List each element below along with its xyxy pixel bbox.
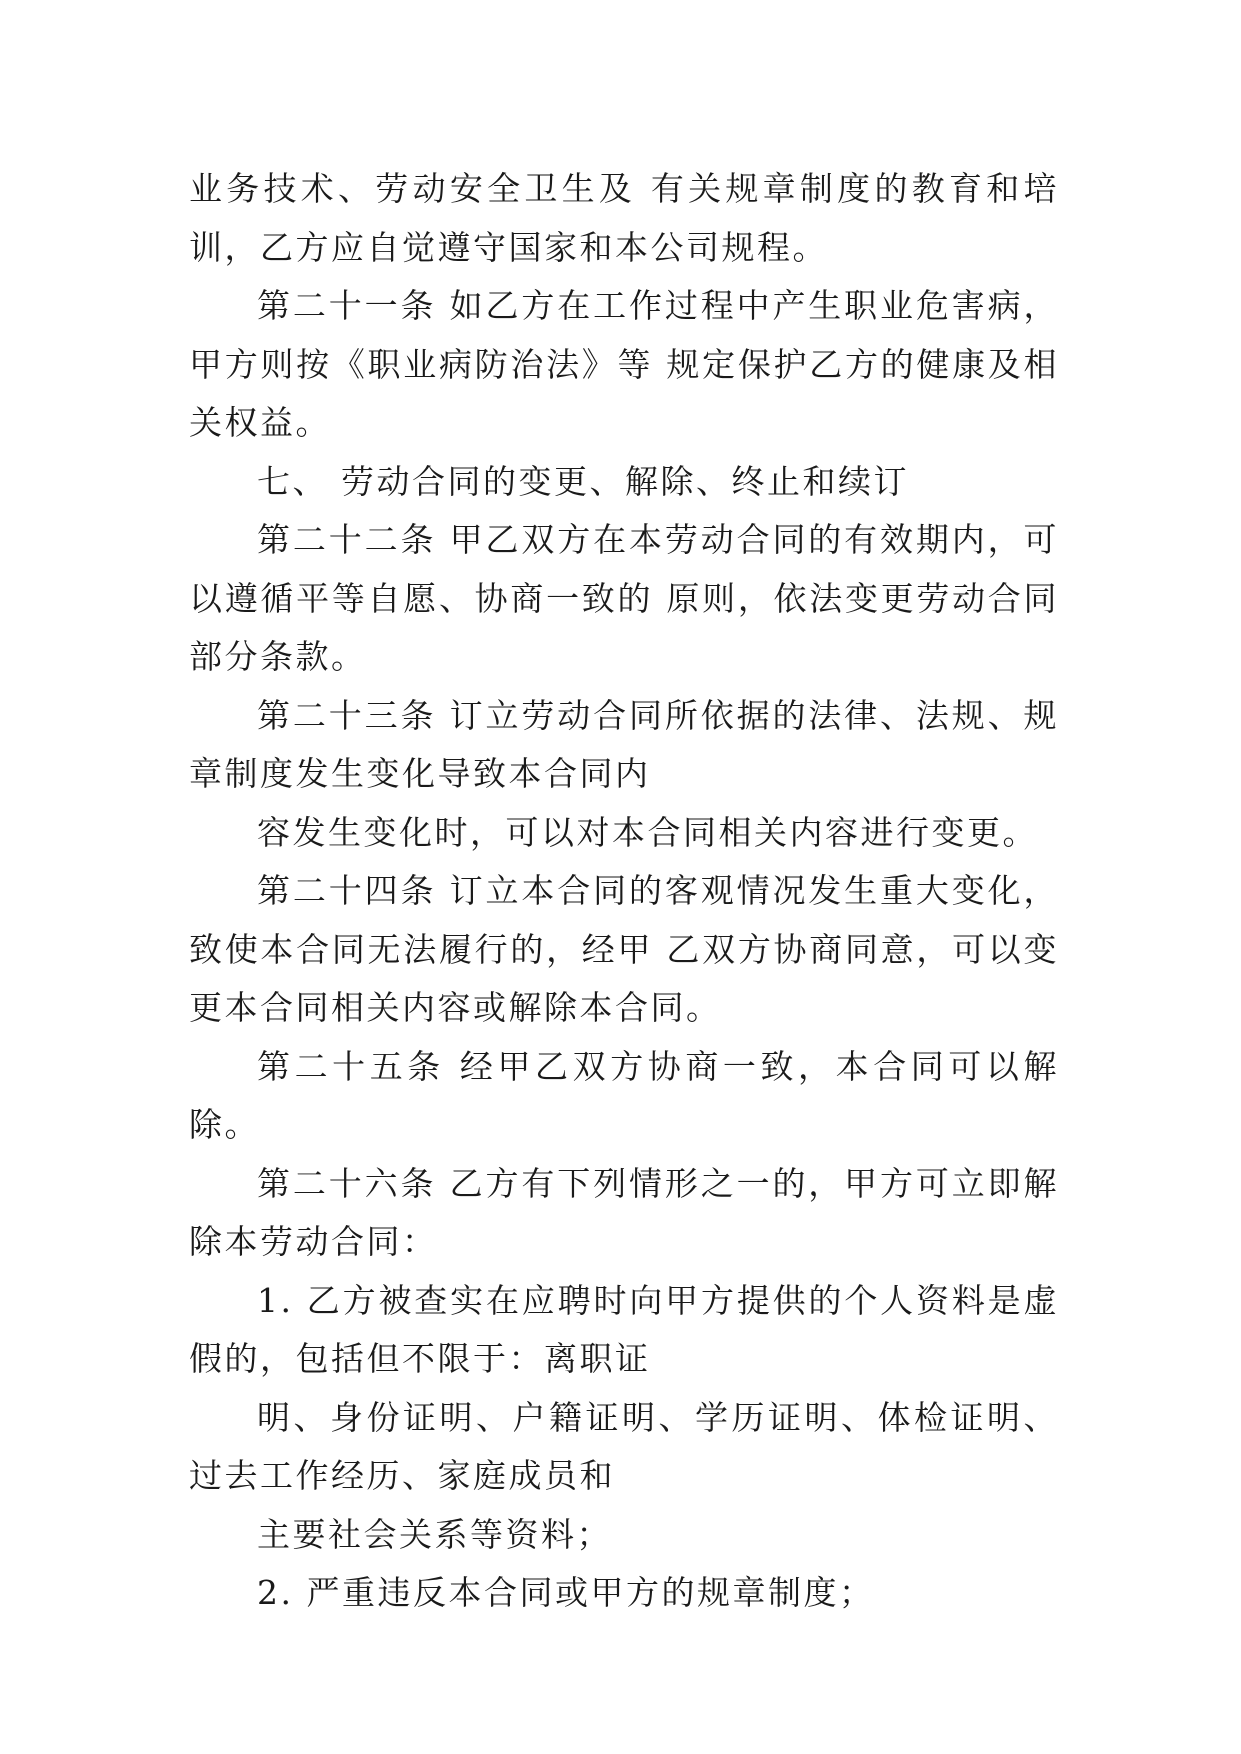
paragraph-article-21: 第二十一条 如乙方在工作过程中产生职业危害病，甲方则按《职业病防治法》等 规定保护乙方的健康及相关权益。 (189, 286, 1059, 442)
paragraph-article-24: 第二十四条 订立本合同的客观情况发生重大变化，致使本合同无法履行的，经甲 乙双方协商同意，可以变更本合同相关内容或解除本合同。 (189, 871, 1059, 1027)
document-body (189, 160, 1059, 1623)
paragraph-training-continuation: 业务技术、劳动安全卫生及 有关规章制度的教育和培训，乙方应自觉遵守国家和本公司规程。 (189, 169, 1059, 267)
section-heading-7: 七、 劳动合同的变更、解除、终止和续订 (257, 461, 909, 501)
list-item-2: 2. 严重违反本合同或甲方的规章制度； (257, 1573, 875, 1612)
paragraph-article-23-continued: 容发生变化时，可以对本合同相关内容进行变更。 (257, 812, 1038, 852)
list-item-1-continued: 明、身份证明、户籍证明、学历证明、体检证明、过去工作经历、家庭成员和 (189, 1397, 1059, 1495)
list-item-1-end: 主要社会关系等资料； (257, 1514, 612, 1554)
paragraph-article-25: 第二十五条 经甲乙双方协商一致，本合同可以解除。 (189, 1046, 1059, 1144)
paragraph-article-23: 第二十三条 订立劳动合同所依据的法律、法规、规章制度发生变化导致本合同内 (189, 695, 1059, 793)
paragraph-article-22: 第二十二条 甲乙双方在本劳动合同的有效期内，可以遵循平等自愿、协商一致的 原则，依法变更劳动合同部分条款。 (189, 520, 1059, 676)
paragraph-article-26: 第二十六条 乙方有下列情形之一的，甲方可立即解除本劳动合同： (189, 1163, 1059, 1261)
list-item-1: 1. 乙方被查实在应聘时向甲方提供的个人资料是虚假的，包括但不限于：离职证 (189, 1280, 1059, 1378)
